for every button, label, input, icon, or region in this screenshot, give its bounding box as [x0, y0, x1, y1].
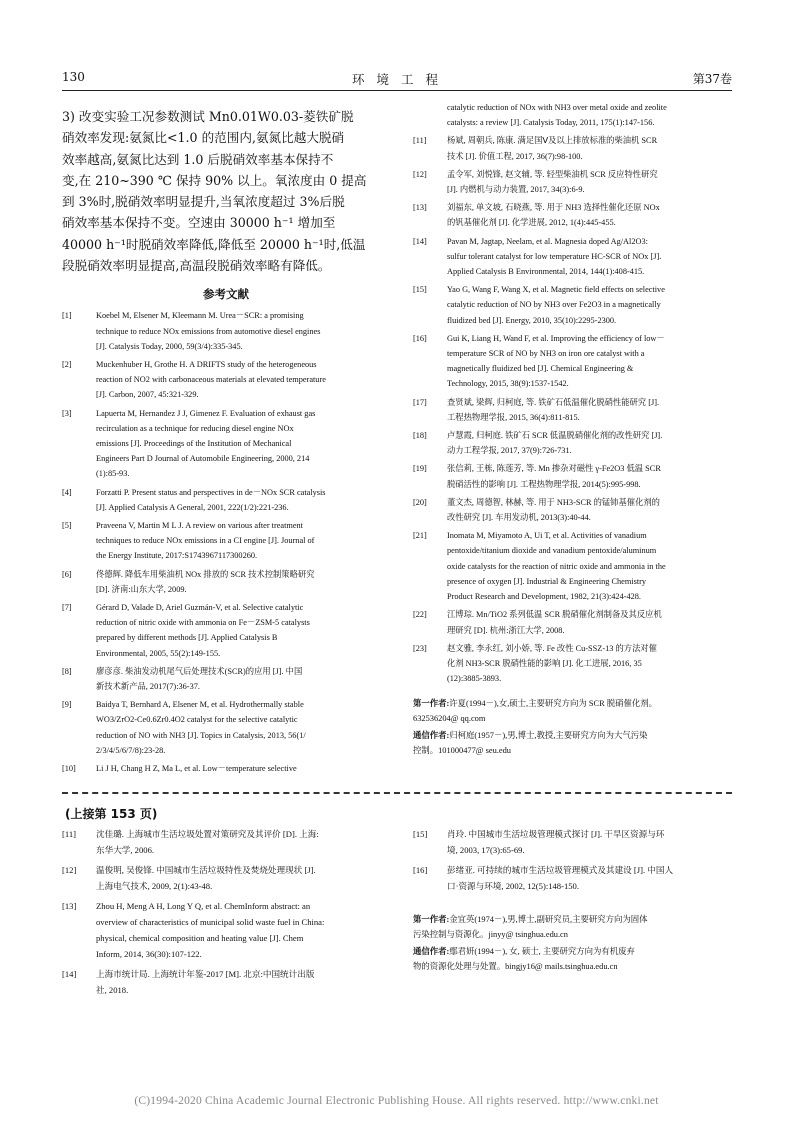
- reference-line: 上海市统计局. 上海统计年鉴-2017 [M]. 北京:中国统计出版: [96, 969, 315, 979]
- reference-line: 上海电气技术, 2009, 2(1):43-48.: [96, 881, 213, 891]
- reference-text: [96, 406, 390, 482]
- reference-text: [447, 282, 733, 328]
- reference-number: [10]: [62, 764, 76, 774]
- continuation-refs-right: [413, 826, 733, 894]
- copyright-footer: (C)1994-2020 China Academic Journal Electronic Publishing House. All rights reserved. http://www.cnki.net: [134, 1095, 659, 1107]
- reference-line: Lapuerta M, Hernandez J J, Gimenez F. Evaluation of exhaust gas: [96, 408, 316, 418]
- reference-item: [62, 600, 390, 661]
- body-line: 硝效率发现:氨氮比<1.0 的范围内,氨氮比越大脱硝: [62, 130, 345, 146]
- reference-text: [447, 133, 733, 163]
- reference-text: [96, 357, 390, 403]
- reference-number: [9]: [62, 700, 72, 710]
- cont-first-author-label: 第一作者:: [413, 915, 450, 924]
- reference-line: 技术 [J]. 价值工程, 2017, 36(7):98-100.: [447, 151, 583, 161]
- reference-line: magnetically fluidized bed [J]. Chemical Engineering &: [447, 364, 634, 374]
- reference-number: [12]: [62, 865, 77, 875]
- reference-line: 肖玲. 中国城市生活垃圾管理模式探讨 [J]. 干旱区资源与环: [447, 829, 665, 839]
- reference-item: [62, 308, 390, 354]
- reference-item: [413, 282, 733, 328]
- reference-line: Yao G, Wang F, Wang X, et al. Magnetic field effects on selective: [447, 285, 665, 295]
- reference-text: [447, 428, 733, 458]
- reference-number: [18]: [413, 431, 427, 441]
- body-line: 到 3%时,脱硝效率明显提升,当氧浓度超过 3%后脱: [62, 194, 345, 210]
- reference-line: 彭绪亚. 可持续的城市生活垃圾管理模式及其建设 [J]. 中国人: [447, 865, 674, 875]
- reference-line: Engineers Part D Journal of Automobile Engineering, 2000, 214: [96, 454, 310, 464]
- reference-number: [8]: [62, 666, 72, 676]
- reference-line: fluidized bed [J]. Energy, 2010, 35(10):2295-2300.: [447, 315, 617, 325]
- reference-line: (1):85-93.: [96, 469, 130, 479]
- reference-line: 理研究 [D]. 杭州:浙江大学, 2008.: [447, 625, 565, 635]
- first-author-text: 许夏(1994－),女,硕士,主要研究方向为 SCR 脱硝催化剂。: [449, 699, 658, 709]
- reference-item: [413, 167, 733, 197]
- reference-item: [62, 862, 390, 894]
- reference-line: [J]. Applied Catalysis A General, 2001, 222(1/2):221-236.: [96, 502, 289, 512]
- reference-text: [96, 664, 390, 694]
- reference-line: reduction of NO with NH3 [J]. Topics in Catalysis, 2013, 56(1/: [96, 730, 306, 740]
- reference-text: [447, 234, 733, 280]
- reference-item: [62, 826, 390, 858]
- reference-number: [6]: [62, 569, 72, 579]
- reference-number: [21]: [413, 531, 427, 541]
- reference-line: techniques to reduce NOx emissions in a CI engine [J]. Journal of: [96, 536, 315, 546]
- cont-corresponding-author-text: 鄢君妍(1994－), 女, 硕士, 主要研究方向为有机废弃: [449, 947, 635, 956]
- reference-line: 口·资源与环境, 2002, 12(5):148-150.: [447, 881, 579, 891]
- reference-line: technique to reduce NOx emissions from automotive diesel engines: [96, 326, 321, 336]
- reference-line: recirculation as a technique for reducing diesel engine NOx: [96, 423, 294, 433]
- reference-line: (12):3885-3893.: [447, 674, 502, 684]
- reference-number: [7]: [62, 603, 72, 613]
- reference-line: 新技术新产品, 2017(7):36-37.: [96, 682, 200, 692]
- reference-text: [447, 167, 733, 197]
- reference-text: [96, 862, 390, 894]
- reference-number: [12]: [413, 169, 427, 179]
- corresponding-author-text: 归柯庭(1957－),男,博士,教授,主要研究方向为大气污染: [449, 731, 648, 741]
- first-author-email: 632536204@ qq.com: [413, 714, 486, 724]
- reference-number: [16]: [413, 333, 427, 343]
- reference-item: [413, 607, 733, 637]
- reference-line: 境, 2003, 17(3):65-69.: [447, 845, 525, 855]
- reference-line: Zhou H, Meng A H, Long Y Q, et al. ChemInform abstract: an: [96, 901, 311, 911]
- reference-line: 赵文雅, 李永红, 刘小娇, 等. Fe 改性 Cu-SSZ-13 的方法对催: [447, 643, 657, 653]
- reference-line: [J]. Catalysis Today, 2000, 59(3/4):335-345.: [96, 341, 243, 351]
- reference-item: [413, 826, 733, 858]
- reference-text: [447, 331, 733, 392]
- reference-number: [14]: [413, 236, 427, 246]
- references-heading: 参考文献: [203, 287, 249, 302]
- body-line: 硝效率基本保持不变。空速由 30000 h⁻¹ 增加至: [62, 215, 336, 231]
- reference-text: [96, 826, 390, 858]
- reference-item: [413, 862, 733, 894]
- reference-list-right: [413, 100, 733, 686]
- reference-item: [62, 567, 390, 597]
- reference-item: [413, 331, 733, 392]
- reference-item: [413, 495, 733, 525]
- reference-text: [447, 607, 733, 637]
- first-author-label: 第一作者:: [413, 699, 450, 709]
- reference-line: Gérard D, Valade D, Ariel Guzmán-V, et al. Selective catalytic: [96, 603, 304, 613]
- reference-line: 工程热物理学报, 2015, 36(4):811-815.: [447, 412, 580, 422]
- continuation-right-column: [413, 826, 733, 976]
- reference-line: Inform, 2014, 36(30):107-122.: [96, 949, 202, 959]
- reference-line: 温俊明, 吴俊锋. 中国城市生活垃圾特性及焚烧处理现状 [J].: [96, 865, 316, 875]
- reference-line: 廖彦彦. 柴油发动机尾气后处理技术(SCR)的应用 [J]. 中国: [96, 666, 303, 676]
- reference-list-left: [62, 308, 390, 776]
- reference-line: 孟令军, 刘悦锋, 赵文辅, 等. 轻型柴油机 SCR 反应特性研究: [447, 169, 658, 179]
- reference-line: 刘福东, 单文坡, 石晓燕, 等. 用于 NH3 选择性催化还原 NOx: [447, 203, 660, 213]
- body-line: 40000 h⁻¹时脱硝效率降低,降低至 20000 h⁻¹时,低温: [62, 236, 366, 252]
- reference-item: [62, 406, 390, 482]
- reference-text: [447, 826, 733, 858]
- reference-line: presence of oxygen [J]. Industrial & Engineering Chemistry: [447, 576, 647, 586]
- reference-line: Technology, 2015, 38(9):1537-1542.: [447, 379, 569, 389]
- reference-line: catalytic reduction of NOx with NH3 over metal oxide and zeolite: [447, 103, 667, 112]
- reference-line: the Energy Institute, 2017:S1743967117300260.: [96, 551, 258, 561]
- reference-item: [413, 428, 733, 458]
- header-rule: [62, 90, 732, 91]
- reference-line: Gui K, Liang H, Wand F, et al. Improving the efficiency of low－: [447, 333, 665, 343]
- reference-number: [16]: [413, 865, 428, 875]
- reference-line: physical, chemical composition and heating value [J]. Chem: [96, 933, 304, 943]
- reference-text: [96, 485, 390, 515]
- reference-number: [11]: [62, 829, 76, 839]
- reference-text: [447, 862, 733, 894]
- reference-item: [62, 357, 390, 403]
- page-number: 130: [62, 70, 85, 84]
- author-info: [413, 696, 733, 758]
- reference-number: [15]: [413, 829, 428, 839]
- volume-label: 第37卷: [692, 72, 732, 86]
- cont-first-author-text-2: 污染控制与资源化。jinyy@ tsinghua.edu.cn: [413, 930, 568, 939]
- reference-item: [62, 761, 390, 776]
- reference-item: [413, 528, 733, 604]
- reference-text: [96, 518, 390, 564]
- reference-item: [413, 200, 733, 230]
- reference-item: [62, 966, 390, 998]
- reference-line: Applied Catalysis B Environmental, 2014, 144(1):408-415.: [447, 267, 645, 277]
- reference-line: sulfur tolerant catalyst for low temperature HC-SCR of NOx [J].: [447, 251, 662, 261]
- reference-item: [62, 898, 390, 962]
- reference-line: 的钒基催化剂 [J]. 化学进展, 2012, 1(4):445-455.: [447, 218, 616, 228]
- body-line: 效率越高,氨氮比达到 1.0 后脱硝效率基本保持不: [62, 151, 334, 167]
- reference-text: [447, 200, 733, 230]
- reference-number: [17]: [413, 397, 427, 407]
- reference-number: [13]: [62, 901, 77, 911]
- journal-title: 环 境 工 程: [352, 72, 442, 87]
- page-header: [62, 68, 732, 88]
- reference-number: [23]: [413, 643, 427, 653]
- reference-line: 2/3/4/5/6/7/8):23-28.: [96, 745, 166, 755]
- reference-line: catalytic reduction of NO by NH3 over Fe2O3 in a magnetically: [447, 300, 661, 310]
- reference-text: [96, 761, 390, 776]
- reference-number: [413, 100, 447, 130]
- reference-line: Product Research and Development, 1982, 21(3):424-428.: [447, 592, 642, 602]
- reference-text: [447, 395, 733, 425]
- reference-line: 江博琮. Mn/TiO2 系列低温 SCR 脱硝催化剂制备及其反应机: [447, 610, 662, 620]
- reference-number: [22]: [413, 610, 427, 620]
- reference-line: 化剂 NH3-SCR 脱硝性能的影响 [J]. 化工进展, 2016, 35: [447, 658, 642, 668]
- reference-line: overview of characteristics of municipal solid waste fuel in China:: [96, 917, 325, 927]
- corresponding-author-text-2: 控制。101000477@ seu.edu: [413, 746, 511, 756]
- reference-line: Baidya T, Bernhard A, Elsener M, et al. Hydrothermally stable: [96, 700, 304, 710]
- reference-number: [11]: [413, 136, 427, 146]
- reference-item: [62, 518, 390, 564]
- reference-text: [96, 567, 390, 597]
- reference-number: [5]: [62, 521, 72, 531]
- reference-line: 董文杰, 周德智, 林赫, 等. 用于 NH3-SCR 的锰铈基催化剂的: [447, 497, 660, 507]
- cont-first-author-text: 金宜英(1974－),男,博士,副研究员,主要研究方向为固体: [449, 915, 648, 924]
- reference-line: 佟德辉. 降低车用柴油机 NOx 排放的 SCR 技术控制策略研究: [96, 569, 315, 579]
- reference-number: [1]: [62, 311, 72, 321]
- body-line: 段脱硝效率明显提高,高温段脱硝效率略有降低。: [62, 258, 331, 274]
- reference-text: [96, 600, 390, 661]
- reference-line: Inomata M, Miyamoto A, Ui T, et al. Activities of vanadium: [447, 531, 647, 541]
- reference-item: [413, 234, 733, 280]
- reference-line: reaction of NO2 with carbonaceous materials at elevated temperature: [96, 375, 326, 385]
- continuation-heading: (上接第 153 页): [65, 807, 158, 821]
- reference-line: Praveena V, Martin M L J. A review on various after treatment: [96, 521, 303, 531]
- body-paragraph: [62, 106, 390, 276]
- section-divider: [62, 792, 732, 794]
- body-line: 变,在 210~390 ℃ 保持 90% 以上。氧浓度由 0 提高: [62, 172, 367, 188]
- reference-number: [14]: [62, 969, 77, 979]
- reference-number: [13]: [413, 203, 427, 213]
- reference-line: Muckenhuber H, Grothe H. A DRIFTS study of the heterogeneous: [96, 359, 317, 369]
- reference-line: 卢慧霞, 归柯庭. 铁矿石 SCR 低温脱硝催化剂的改性研究 [J].: [447, 431, 663, 441]
- reference-line: 改性研究 [J]. 车用发动机, 2013(3):40-44.: [447, 513, 591, 523]
- right-column: [413, 100, 733, 760]
- reference-line: 脱硝活性的影响 [J]. 工程热物理学报, 2014(5):995-998.: [447, 479, 641, 489]
- reference-line: prepared by different methods [J]. Applied Catalysis B: [96, 633, 278, 643]
- reference-text: [96, 898, 390, 962]
- reference-line: 社, 2018.: [96, 985, 129, 995]
- reference-line: [J]. 内燃机与动力装置, 2017, 34(3):6-9.: [447, 185, 585, 195]
- left-column: [62, 100, 390, 779]
- reference-line: Li J H, Chang H Z, Ma L, et al. Low－temperature selective: [96, 764, 297, 774]
- reference-text: [447, 495, 733, 525]
- reference-line: reduction of nitric oxide with ammonia on Fe－ZSM-5 catalysts: [96, 618, 310, 628]
- reference-line: Environmental, 2005, 55(2):149-155.: [96, 648, 221, 658]
- reference-number: [15]: [413, 285, 427, 295]
- reference-number: [20]: [413, 497, 427, 507]
- reference-line: temperature SCR of NO by NH3 on iron ore catalyst with a: [447, 349, 645, 359]
- reference-item: [413, 395, 733, 425]
- reference-text: [96, 966, 390, 998]
- reference-line: pentoxide/titanium dioxide and vanadium pentoxide/aluminum: [447, 546, 657, 556]
- reference-number: [2]: [62, 359, 72, 369]
- reference-line: 沈佳璐. 上海城市生活垃圾处置对策研究及其评价 [D]. 上海:: [96, 829, 319, 839]
- reference-line: Pavan M, Jagtap, Neelam, et al. Magnesia doped Ag/Al2O3:: [447, 236, 648, 246]
- reference-line: WO3/ZrO2-Ce0.6Zr0.4O2 catalyst for the selective catalytic: [96, 715, 298, 725]
- body-line: 3) 改变实验工况参数测试 Mn0.01W0.03-菱铁矿脱: [62, 109, 354, 124]
- reference-text: [96, 697, 390, 758]
- reference-line: catalysts: a review [J]. Catalysis Today, 2011, 175(1):147-156.: [447, 118, 655, 128]
- reference-line: [D]. 济南:山东大学, 2009.: [96, 584, 187, 594]
- reference-item: [62, 697, 390, 758]
- reference-line: 杨斌, 周朝兵, 陈康. 满足国Ⅴ及以上排放标准的柴油机 SCR: [447, 136, 658, 146]
- reference-text: [447, 641, 733, 687]
- reference-item: [413, 100, 733, 130]
- reference-line: emissions [J]. Proceedings of the Institution of Mechanical: [96, 439, 292, 448]
- reference-item: [413, 461, 733, 491]
- reference-number: [4]: [62, 487, 72, 497]
- reference-line: Forzatti P. Present status and perspectives in de－NOx SCR catalysis: [96, 487, 326, 497]
- reference-line: 东华大学, 2006.: [96, 845, 155, 855]
- cont-corresponding-author-label: 通信作者:: [413, 947, 450, 956]
- reference-text: [96, 308, 390, 354]
- reference-text: [447, 100, 733, 130]
- reference-item: [62, 485, 390, 515]
- reference-line: 查贤斌, 梁辉, 归柯庭, 等. 铁矿石低温催化脱硝性能研究 [J].: [447, 397, 660, 407]
- reference-item: [413, 133, 733, 163]
- reference-text: [447, 528, 733, 604]
- reference-line: 张信莉, 王栋, 陈莲芳, 等. Mn 掺杂对磁性 γ-Fe2O3 低温 SCR: [447, 464, 661, 474]
- reference-item: [413, 641, 733, 687]
- corresponding-author-label: 通信作者:: [413, 731, 450, 741]
- reference-line: 动力工程学报, 2017, 37(9):726-731.: [447, 446, 572, 456]
- reference-text: [447, 461, 733, 491]
- continuation-refs-left: [62, 826, 390, 1002]
- reference-line: [J]. Carbon, 2007, 45:321-329.: [96, 390, 199, 400]
- continuation-author-info: [413, 912, 733, 974]
- reference-line: Koebel M, Elsener M, Kleemann M. Urea－SCR: a promising: [96, 311, 304, 321]
- cont-corresponding-author-text-2: 物的资源化处理与处置。bingjy16@ mails.tsinghua.edu.cn: [413, 962, 618, 971]
- reference-number: [3]: [62, 408, 72, 418]
- reference-item: [62, 664, 390, 694]
- reference-number: [19]: [413, 464, 427, 474]
- reference-line: oxide catalysts for the reaction of nitric oxide and ammonia in the: [447, 561, 666, 571]
